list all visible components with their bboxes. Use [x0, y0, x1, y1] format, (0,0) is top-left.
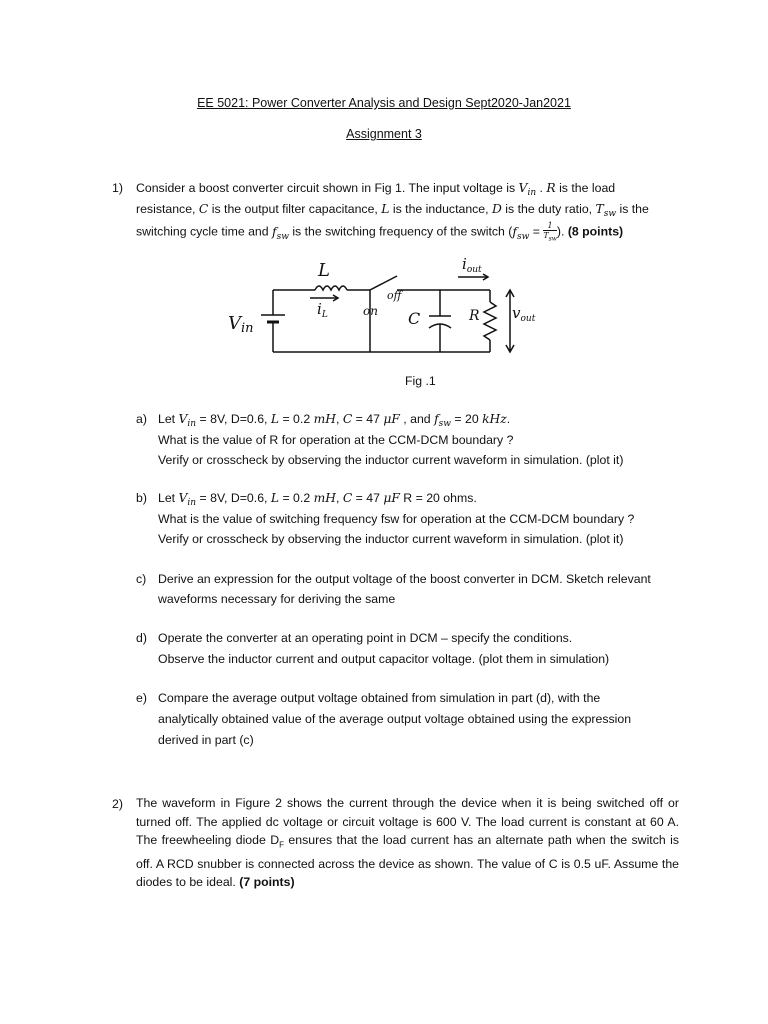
part-d-line2: Observe the inductor current and output capacitor voltage. (plot them in simulation)	[158, 652, 610, 666]
part-d-line1: Operate the converter at an operating point in DCM – specify the conditions.	[158, 631, 573, 645]
q1-intro-line1: Consider a boost converter circuit shown in Fig 1. The input voltage is $V_{in}$ . R is the load	[136, 181, 616, 198]
boost-converter-diagram	[220, 252, 550, 362]
q2-paragraph: The waveform in Figure 2 shows the current through the device when it is being switched off or turned off. The applied dc voltage or circuit voltage is 600 V. The load current is constant at 60 A. The freewheeling diode $D_F$ ensures that the load current has an alternate path when the switch is off. A RCD snubber is connected across the device as shown. The value of C is 0.5 uF. Assume the diodes to be ideal. (7 points)	[136, 796, 679, 890]
label-C: C	[408, 309, 421, 328]
q2-number: 2)	[112, 797, 123, 811]
label-L: L	[318, 260, 330, 281]
switch-blade	[370, 276, 397, 290]
label-off: off	[387, 289, 402, 302]
part-e-line2: analytically obtained value of the average output voltage obtained using the expression	[158, 712, 632, 726]
assignment-title: Assignment 3	[346, 127, 422, 141]
part-b-line3: Verify or crosscheck by observing the inductor current waveform in simulation. (plot it)	[158, 532, 624, 546]
part-c-line1: Derive an expression for the output voltage of the boost converter in DCM. Sketch relevant	[158, 572, 651, 586]
part-e-label: e)	[136, 691, 147, 705]
part-d-label: d)	[136, 631, 147, 645]
q1-intro-line3: switching cycle time and $f_{sw}$ is the switching frequency of the switch ($f_{sw}$ = $\frac{1}{T_{sw}}$ ). (8 points)	[136, 221, 624, 243]
label-vout: $v_{out}$	[512, 304, 536, 324]
part-c-line2: waveforms necessary for deriving the same	[158, 592, 396, 606]
resistor-zigzag	[484, 302, 496, 340]
part-b-line1: Let $V_{in} = 8V$, D=0.6, L = 0.2 mH, C = 47 μF R = 20 ohms.	[158, 491, 477, 508]
part-a-label: a)	[136, 412, 147, 426]
label-Vin: Vin	[228, 313, 254, 336]
part-a-line1: Let $V_{in} = 8V$, D=0.6, L = 0.2 mH, C = 47 μF , and $f_{sw} = 20$ kHz.	[158, 412, 511, 429]
inductor-coil	[315, 286, 347, 290]
q1-intro-line2: resistance, C is the output filter capacitance, L is the inductance, D is the duty ratio, $T_{sw}$ is the	[136, 202, 649, 219]
label-on: on	[363, 304, 378, 318]
label-iout: $i_{out}$	[462, 255, 482, 275]
part-c-label: c)	[136, 572, 147, 586]
label-iL: $i_L$	[317, 300, 328, 320]
part-a-line2: What is the value of R for operation at the CCM-DCM boundary ?	[158, 433, 514, 447]
part-e-line1: Compare the average output voltage obtained from simulation in part (d), with the	[158, 691, 601, 705]
part-a-line3: Verify or crosscheck by observing the inductor current waveform in simulation. (plot it)	[158, 453, 624, 467]
part-e-line3: derived in part (c)	[158, 733, 254, 747]
q1-number: 1)	[112, 181, 123, 195]
course-title: EE 5021: Power Converter Analysis and Design Sept2020-Jan2021	[197, 96, 571, 110]
part-b-label: b)	[136, 491, 147, 505]
label-R: R	[469, 308, 480, 324]
figure-caption: Fig .1	[405, 374, 436, 388]
part-b-line2: What is the value of switching frequency fsw for operation at the CCM-DCM boundary ?	[158, 512, 635, 526]
